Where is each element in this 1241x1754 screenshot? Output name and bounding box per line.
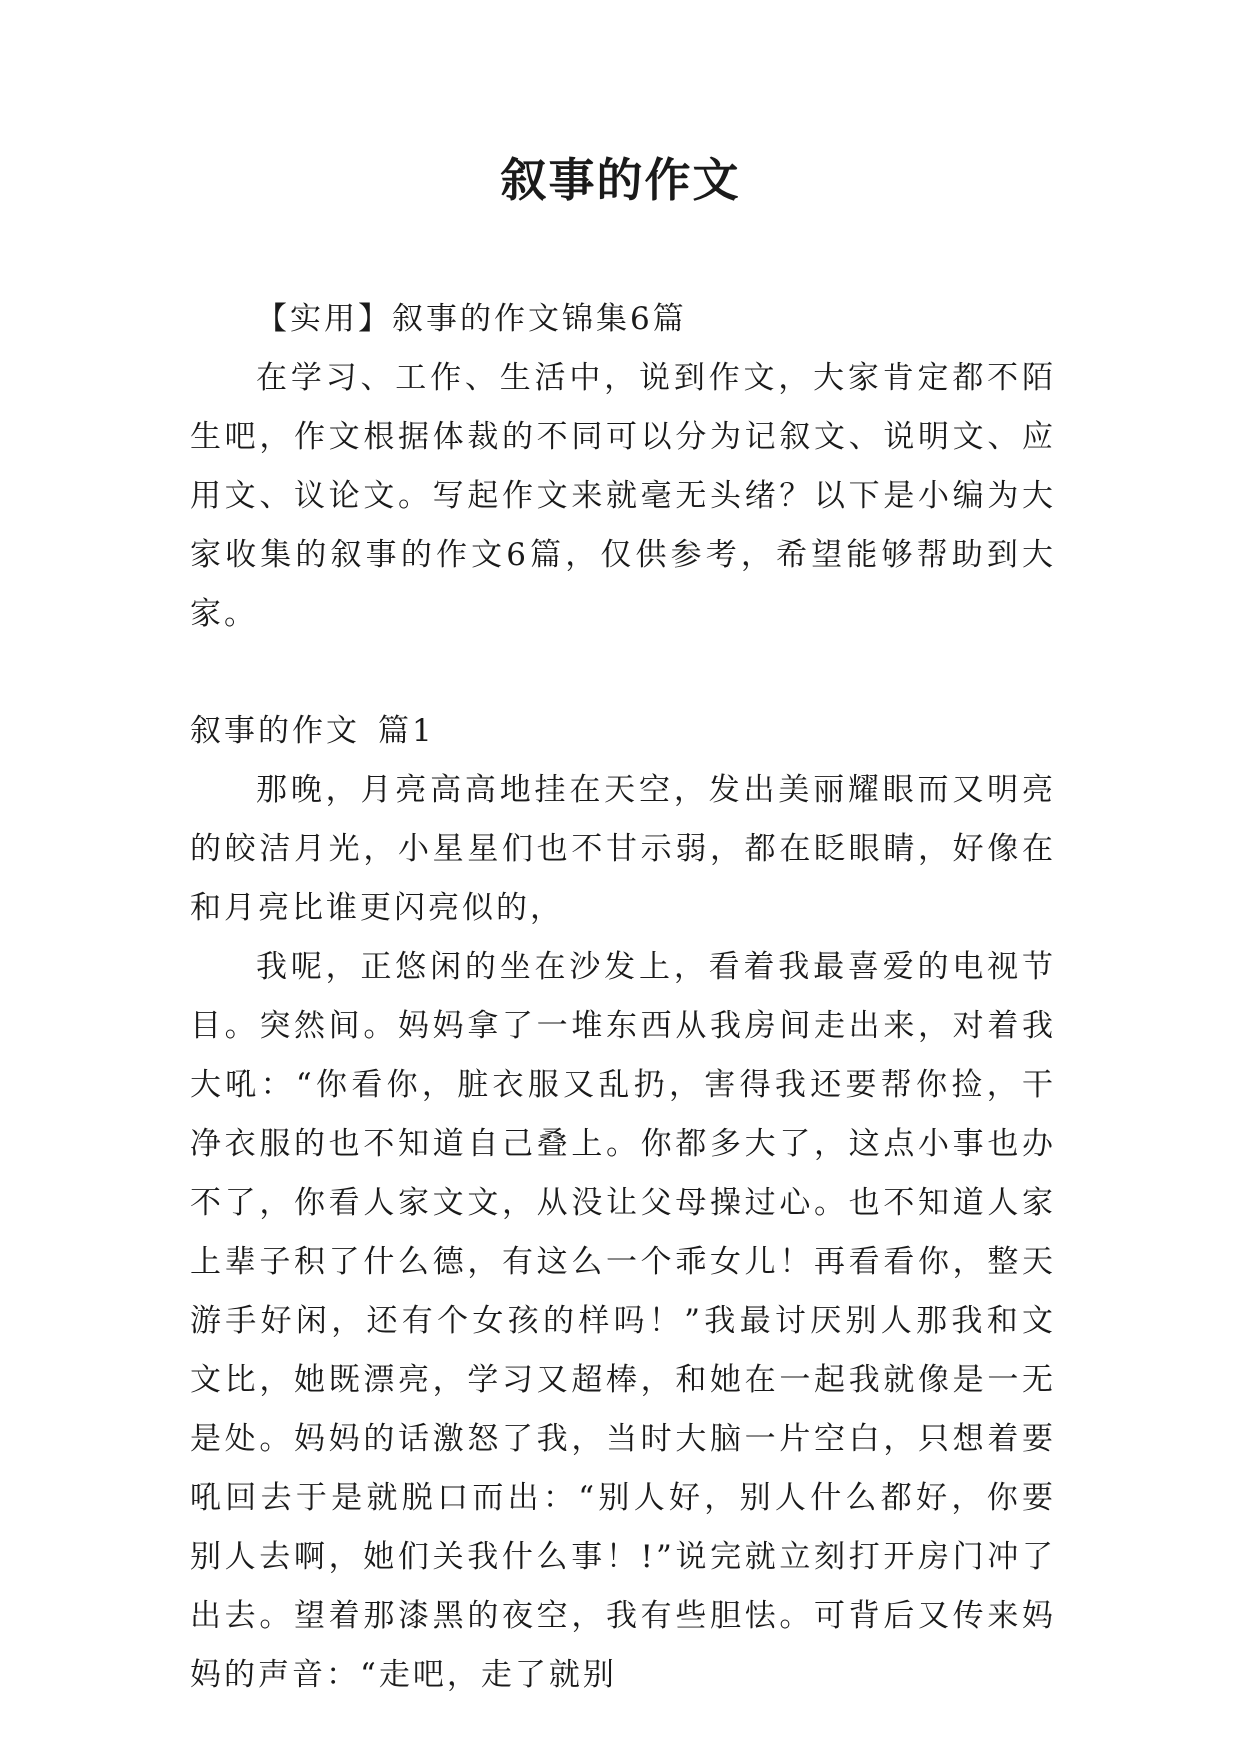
section-part-number: 篇1 — [378, 713, 435, 749]
body-paragraph: 那晚，月亮高高地挂在天空，发出美丽耀眼而又明亮的皎洁月光，小星星们也不甘示弱，都在眨眼睛，好像在和月亮比谁更闪亮似的， — [190, 772, 1056, 926]
body-paragraph: 我呢，正悠闲的坐在沙发上，看着我最喜爱的电视节目。突然间。妈妈拿了一堆东西从我房间走出来，对着我大吼：“你看你，脏衣服又乱扔，害得我还要帮你捡，干净衣服的也不知道自己叠上。你都多大了，这点小事也办不了，你看人家文文，从没让父母操过心。也不知道人家上辈子积了什么德，有这么一个乖女儿！再看看你，整天游手好闲，还有个女孩的样吗！”我最讨厌别人那我和文文比，她既漂亮，学习又超棒，和她在一起我就像是一无是处。妈妈的话激怒了我，当时大脑一片空白，只想着要吼回去于是就脱口而出：“别人好，别人什么都好，你要别人去啊，她们关我什么事！!”说完就立刻打开房门冲了出去。望着那漆黑的夜空，我有些胆怯。可背后又传来妈妈的声音：“走吧，走了就别 — [190, 949, 1056, 1693]
section-title: 叙事的作文 — [190, 713, 360, 749]
intro-paragraph: 在学习、工作、生活中，说到作文，大家肯定都不陌生吧，作文根据体裁的不同可以分为记叙文、说明文、应用文、议论文。写起作文来就毫无头绪？以下是小编为大家收集的叙事的作文6篇，仅供参考，希望能够帮助到大家。 — [190, 360, 1056, 632]
intro-heading: 【实用】叙事的作文锦集6篇 — [256, 301, 687, 337]
document-body — [190, 290, 1056, 1705]
section-heading — [190, 702, 1056, 761]
document-title: 叙事的作文 — [500, 153, 741, 207]
